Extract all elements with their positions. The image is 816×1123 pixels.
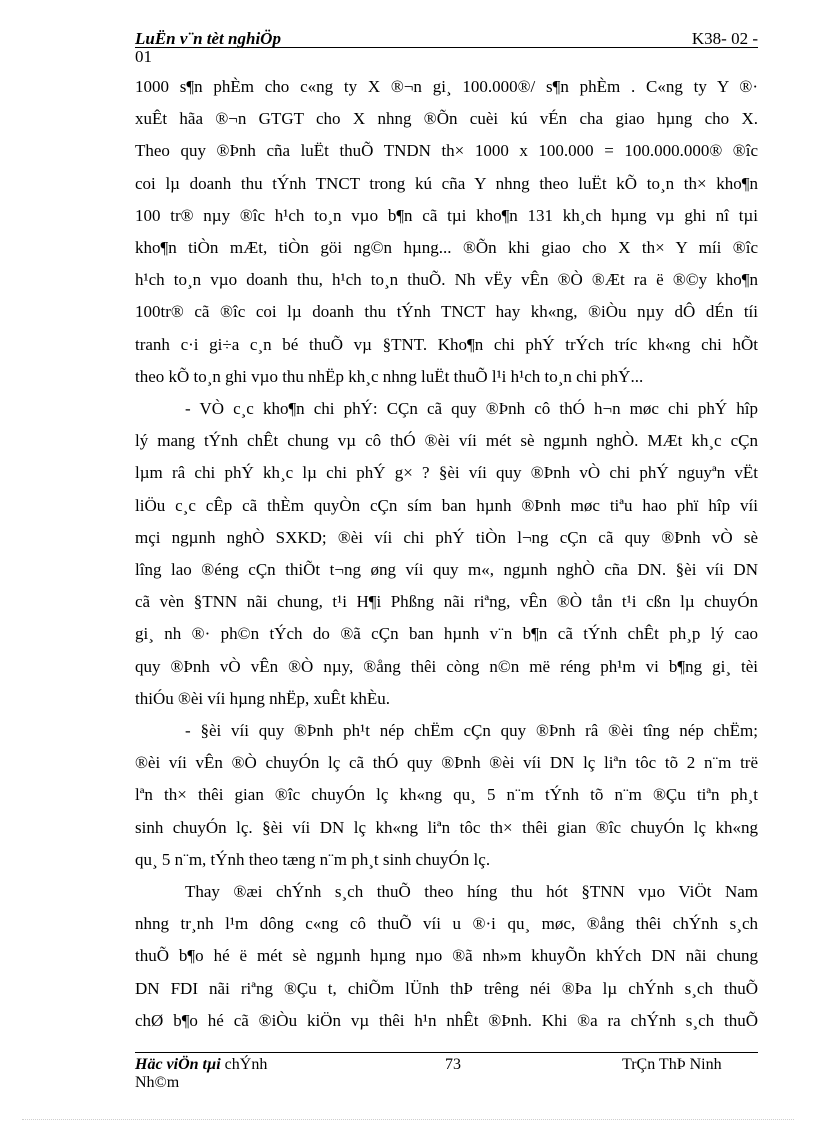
class-code-continued: 01 bbox=[135, 47, 152, 66]
text-line: lý mang tÝnh chÊt chung vµ cô thÓ ®èi víi mét sè ngµnh nghÒ. MÆt kh¸c cÇn bbox=[135, 431, 758, 451]
author-name: TrÇn ThÞ Ninh bbox=[622, 1056, 722, 1073]
text-line: chØ b¶o hé cã ®iÒu kiÖn vµ thêi h¹n nhÊt ®Þnh. Khi ®a ra chÝnh s¸ch thuÕ bbox=[135, 1010, 758, 1030]
text-line: qu¸ 5 n¨m, tÝnh theo tæng n¨m ph¸t sinh chuyÓn lç. bbox=[135, 849, 491, 869]
text-line: mçi ngµnh nghÒ SXKD; ®èi víi chi phÝ tiÒn l¬ng cÇn cã quy ®Þnh vÒ sè bbox=[135, 527, 758, 547]
text-line: thuÕ b¶o hé ë mét sè ngµnh hµng nµo ®ã nh»m khuyÕn khÝch DN nãi chung bbox=[135, 946, 758, 966]
text-line: 100tr® cã ®îc coi lµ doanh thu tÝnh TNCT hay kh«ng, ®iÒu nµy dÔ dÉn tíi bbox=[135, 302, 758, 322]
text-line: liÖu c¸c cÊp cã thÈm quyÒn cÇn sím ban hµnh ®Þnh møc tiªu hao phï hîp víi bbox=[135, 495, 758, 515]
text-line: kho¶n tiÒn mÆt, tiÒn göi ng©n hµng... ®Õn khi giao cho X th× Y míi ®îc bbox=[135, 238, 758, 258]
text-line: - §èi víi quy ®Þnh ph¹t nép chËm cÇn quy ®Þnh râ ®èi tîng nép chËm; bbox=[185, 721, 758, 741]
page-footer bbox=[135, 1052, 758, 1097]
text-line: lµm râ chi phÝ kh¸c lµ chi phÝ g× ? §èi víi quy ®Þnh vÒ chi phÝ nguyªn vËt bbox=[135, 463, 758, 483]
text-line: quy ®Þnh vÒ vÊn ®Ò nµy, ®ång thêi còng n©n më réng ph¹m vi b¶ng gi¸ tèi bbox=[135, 656, 758, 676]
text-line: Theo quy ®Þnh cña luËt thuÕ TNDN th× 1000 x 100.000 = 100.000.000® ®îc bbox=[135, 141, 758, 161]
text-line: ®èi víi vÊn ®Ò chuyÓn lç cã thÓ quy ®Þnh ®èi víi DN lç liªn tôc tõ 2 n¨m trë bbox=[135, 753, 758, 773]
text-line: DN FDI nãi riªng ®Çu t, chiÕm lÜnh thÞ trêng néi ®Þa lµ chÝnh s¸ch thuÕ bbox=[135, 978, 758, 998]
thesis-title: LuËn v¨n tèt nghiÖp bbox=[135, 29, 281, 48]
text-line: tranh c·i gi÷a c¸n bé thuÕ vµ §TNT. Kho¶n chi phÝ trÝch tríc kh«ng chi hÕt bbox=[135, 334, 758, 354]
page-number: 73 bbox=[445, 1056, 461, 1073]
header-divider bbox=[135, 47, 758, 48]
text-line: xuÊt hãa ®¬n GTGT cho X nhng ®Õn cuèi kú vÉn cha giao hµng cho X. bbox=[135, 109, 758, 129]
text-line: lªn th× thêi gian ®îc chuyÓn lç kh«ng qu¸ 5 n¨m tÝnh tõ n¨m ®Çu tiªn ph¸t bbox=[135, 785, 758, 805]
text-line: nhng tr¸nh l¹m dông c«ng cô thuÕ víi u ®·i qu¸ møc, ®ång thêi chÝnh s¸ch bbox=[135, 914, 758, 934]
class-code: K38- 02 - bbox=[691, 29, 758, 48]
text-line: gi¸ nh ®· ph©n tÝch do ®ã cÇn ban hµnh v¨n b¶n cã tÝnh chÊt ph¸p lý cao bbox=[135, 624, 758, 644]
page-header bbox=[135, 28, 758, 66]
text-line: cã vèn §TNN nãi chung, t¹i H¶i Phßng nãi riªng, vÊn ®Ò tån t¹i cßn lµ chuyÓn bbox=[135, 592, 758, 612]
text-line: sinh chuyÓn lç. §èi víi DN lç kh«ng liªn tôc th× thêi gian ®îc chuyÓn lç kh«ng bbox=[135, 817, 758, 837]
text-line: coi lµ doanh thu tÝnh TNCT trong kú cña Y nhng theo luËt kÕ to¸n th× kho¶n bbox=[135, 173, 758, 193]
text-line: 100 tr® nµy ®îc h¹ch to¸n vµo b¶n cã tµi kho¶n 131 kh¸ch hµng vµ ghi nî tµi bbox=[135, 205, 758, 225]
paragraph-2 bbox=[135, 393, 758, 715]
institution-name-bold: Häc viÖn tµi bbox=[135, 1056, 221, 1073]
text-line: theo kÕ to¸n ghi vµo thu nhËp kh¸c nhng luËt thuÕ l¹i h¹ch to¸n chi phÝ... bbox=[135, 366, 644, 386]
institution-name-rest: chÝnh bbox=[220, 1056, 268, 1073]
footer-divider bbox=[135, 1052, 758, 1053]
text-line: Thay ®æi chÝnh s¸ch thuÕ theo híng thu hót §TNN vµo ViÖt Nam bbox=[185, 882, 758, 902]
paragraph-4 bbox=[135, 876, 758, 1037]
page-body bbox=[135, 71, 758, 1037]
institution-name-line2: Nh©m bbox=[135, 1074, 180, 1091]
paragraph-3 bbox=[135, 715, 758, 876]
text-line: lîng lao ®éng cÇn thiÕt t¬ng øng víi quy m«, ngµnh nghÒ cña DN. §èi víi DN bbox=[135, 560, 758, 580]
page-edge-divider bbox=[22, 1119, 794, 1120]
text-line: 1000 s¶n phÈm cho c«ng ty X ®¬n gi¸ 100.000®/ s¶n phÈm . C«ng ty Y ®· bbox=[135, 77, 758, 96]
paragraph-1 bbox=[135, 71, 758, 393]
footer-institution bbox=[135, 1056, 267, 1092]
text-line: thiÓu ®èi víi hµng nhËp, xuÊt khÈu. bbox=[135, 688, 391, 708]
text-line: h¹ch to¸n vµo doanh thu, h¹ch to¸n thuÕ. Nh vËy vÊn ®Ò ®Æt ra ë ®©y kho¶n bbox=[135, 270, 758, 290]
text-line: - VÒ c¸c kho¶n chi phÝ: CÇn cã quy ®Þnh cô thÓ h¬n møc chi phÝ hîp bbox=[185, 399, 758, 419]
